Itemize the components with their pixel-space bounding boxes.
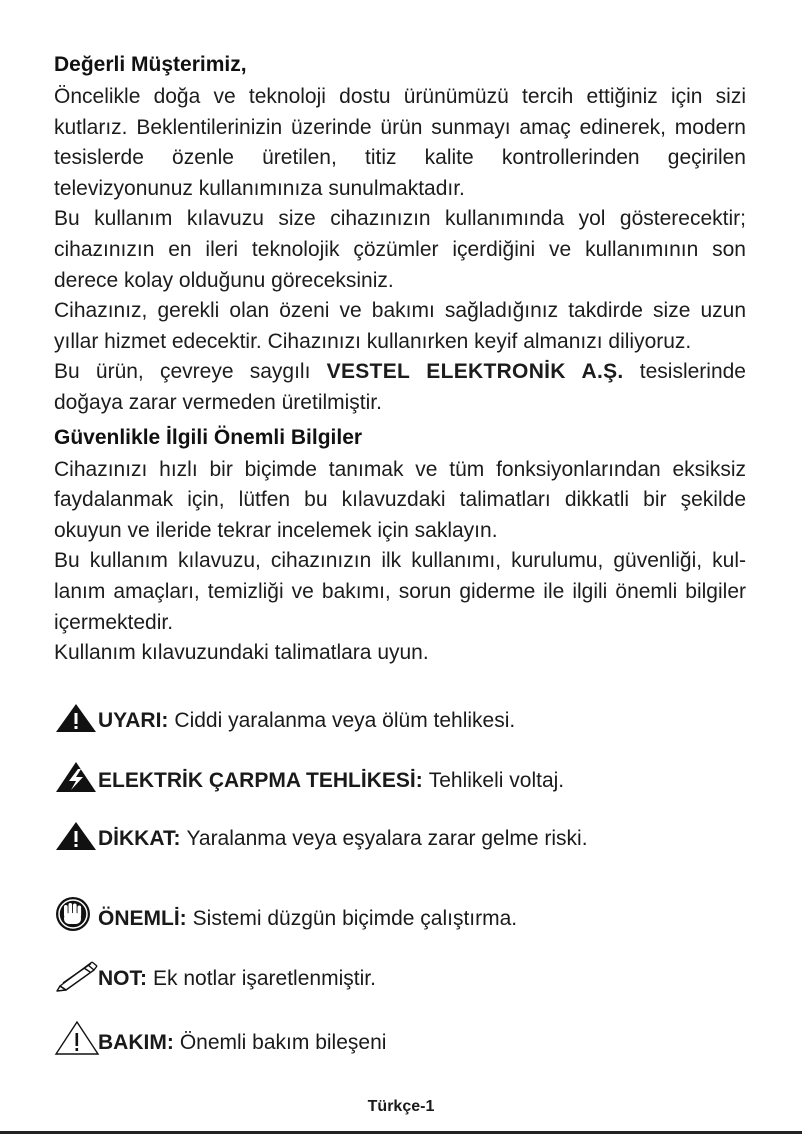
warning-item-dikkat — [54, 818, 588, 852]
intro-p4-before: Bu ürün, çevreye saygılı — [54, 360, 311, 384]
warning-text: Yaralanma veya eşyalara zarar gelme riski. — [186, 827, 588, 850]
safety-paragraph-2: Bu kullanım kılavuzu, cihazınızın ilk kullanımı, kurulumu, güvenliği, kullanım amaçları, temizliği ve bakımı, sorun giderme ile ilgili önemli bilgiler içermektedir. — [54, 549, 746, 634]
warning-item-bakim — [54, 1018, 386, 1056]
intro-paragraph-3: Cihazınız, gerekli olan özeni ve bakımı sağladığınız takdirde size uzun yıllar hizmet edecektir. Cihazınızı kullanırken keyif almanızı diliyoruz. — [54, 299, 746, 353]
warning-triangle-icon — [54, 700, 98, 734]
warning-text: Önemli bakım bileşeni — [179, 1031, 387, 1054]
stop-hand-icon — [54, 894, 98, 932]
intro-paragraph-4 — [54, 357, 746, 418]
warning-label: ÖNEMLİ: — [98, 907, 187, 930]
warning-text: Ciddi yaralanma veya ölüm tehlikesi. — [174, 709, 516, 732]
warning-label: BAKIM: — [98, 1031, 174, 1054]
page-footer: Türkçe-1 — [367, 1098, 435, 1115]
intro-paragraph-2: Bu kullanım kılavuzu size cihazınızın kullanımında yol gösterecektir; cihazınızın en ileri teknolojik çözümler içerdiğini ve kullanımının son derece kolay olduğunu göreceksiniz. — [54, 207, 746, 292]
safety-paragraph-1: Cihazınızı hızlı bir biçimde tanımak ve tüm fonksiyonlarından eksiksiz faydalanmak için, lütfen bu kılavuzdaki talimatları dikkatli bir şekilde okuyun ve ileride tekrar incelemek için saklayın. — [54, 457, 746, 542]
caution-triangle-icon — [54, 818, 98, 852]
intro-p4-after: tesislerinde doğaya zarar vermeden üretilmiştir. — [54, 360, 746, 414]
bottom-divider — [0, 1131, 802, 1134]
safety-heading: Güvenlikle İlgili Önemli Bilgiler — [54, 425, 363, 449]
document-body — [54, 50, 746, 669]
warning-item-uyari — [54, 700, 515, 734]
warning-text: Ek notlar işaretlenmiştir. — [153, 967, 376, 990]
safety-paragraph-3: Kullanım kılavuzundaki talimatlara uyun. — [54, 641, 429, 665]
warning-label: ELEKTRİK ÇARPMA TEHLİKESİ: — [98, 769, 423, 792]
warning-label: DİKKAT: — [98, 827, 181, 850]
warning-text: Sistemi düzgün biçimde çalıştırma. — [192, 907, 518, 930]
warning-text: Tehlikeli voltaj. — [428, 769, 565, 792]
greeting-heading: Değerli Müşterimiz, — [54, 53, 247, 76]
warning-item-elektrik — [54, 760, 564, 794]
warning-label: NOT: — [98, 967, 147, 990]
brand-name: VESTEL ELEKTRONİK A.Ş. — [326, 360, 624, 384]
pencil-note-icon — [54, 958, 98, 992]
intro-paragraph-1: Öncelikle doğa ve teknoloji dostu ürünümüzü tercih ettiğiniz için sizi kutlarız. Beklentilerinizin üzerinde ürün sunmayı amaç edinerek, modern tesislerde özenle üretilen, titiz kalite kontrollerinden geçirilen televizyonunuz kullanımınıza sunulmaktadır. — [54, 85, 746, 200]
warning-label: UYARI: — [98, 709, 169, 732]
maintenance-triangle-icon — [54, 1018, 98, 1056]
warning-item-not — [54, 958, 376, 992]
warning-item-onemli — [54, 894, 517, 932]
electric-shock-icon — [54, 760, 98, 794]
